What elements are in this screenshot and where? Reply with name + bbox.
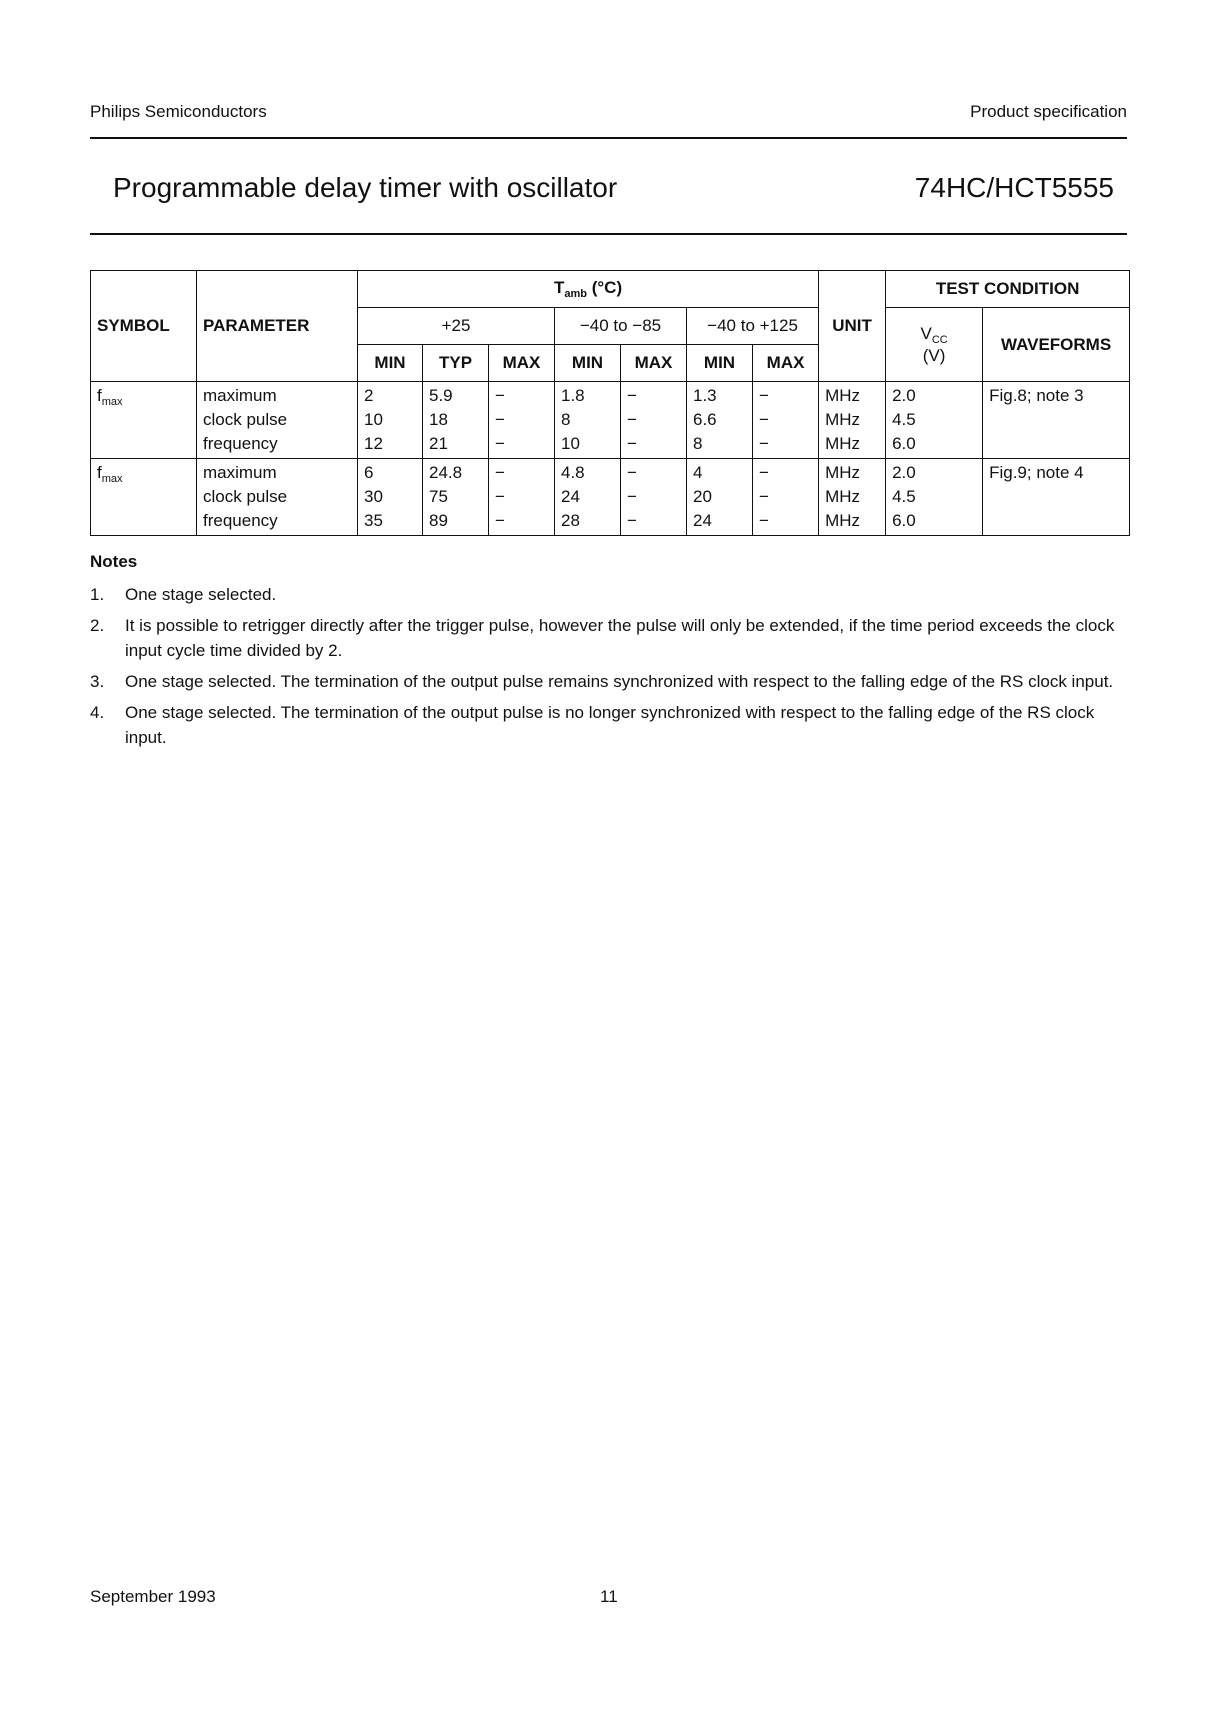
note-item: [90, 700, 1130, 750]
cell-value: 18: [429, 410, 448, 429]
vcc-header: [886, 308, 983, 382]
cell-max125: [753, 382, 819, 459]
col-min-25: MIN: [358, 345, 423, 382]
cell-value: 30: [364, 487, 383, 506]
cell-param: [197, 459, 358, 536]
cell-value: 8: [561, 410, 571, 429]
cell-value: 4: [693, 463, 703, 482]
vcc-sub: CC: [931, 333, 948, 346]
cell-value: −: [495, 487, 505, 506]
tamb-sub: amb: [564, 288, 587, 300]
cell-value: 28: [561, 511, 580, 530]
note-number: 4.: [90, 703, 105, 722]
cell-value: −: [495, 463, 505, 482]
cell-value: frequency: [203, 511, 278, 530]
cell-value: 20: [693, 487, 712, 506]
cell-value: 8: [693, 434, 703, 453]
cell-value: MHz: [825, 487, 861, 506]
footer-date: September 1993: [90, 1587, 216, 1606]
cell-value: MHz: [825, 434, 861, 453]
cell-value: clock pulse: [203, 487, 288, 506]
cell-min125: [687, 459, 753, 536]
cell-value: clock pulse: [203, 410, 288, 429]
cell-value: −: [759, 434, 769, 453]
cell-value: 5.9: [429, 386, 453, 405]
cell-max25: [489, 382, 555, 459]
cell-value: frequency: [203, 434, 278, 453]
cell-value: 4.5: [892, 410, 916, 429]
waveforms-header: WAVEFORMS: [983, 308, 1130, 382]
page-number: 11: [600, 1587, 618, 1606]
cell-value: −: [495, 511, 505, 530]
cell-value: 21: [429, 434, 448, 453]
cell-value: 4.5: [892, 487, 916, 506]
note-number: 2.: [90, 616, 105, 635]
note-number: 3.: [90, 672, 105, 691]
col-max-25: MAX: [489, 345, 555, 382]
cell-value: 24: [693, 511, 712, 530]
tamb-header: [358, 271, 819, 308]
cell-value: −: [759, 463, 769, 482]
cell-symbol: [91, 459, 197, 536]
cell-value: −: [759, 410, 769, 429]
company-name: Philips Semiconductors: [90, 102, 267, 121]
cell-value: 24: [561, 487, 580, 506]
note-text: One stage selected. The termination of the output pulse remains synchronized with respect to the falling edge of the RS clock input.: [125, 672, 1114, 691]
symbol-sub: max: [101, 473, 123, 485]
table-row: [91, 459, 1130, 536]
doc-type: Product specification: [970, 102, 1127, 121]
cell-max25: [489, 459, 555, 536]
test-condition-header: TEST CONDITION: [886, 271, 1130, 308]
cell-value: 24.8: [429, 463, 463, 482]
col-parameter: PARAMETER: [197, 271, 358, 382]
cell-min25: [358, 459, 423, 536]
cell-vcc: [886, 459, 983, 536]
tamb-unit: (°C): [586, 278, 623, 297]
cell-value: MHz: [825, 386, 861, 405]
note-text: One stage selected. The termination of the output pulse is no longer synchronized with respect to the falling edge of the RS clock input.: [125, 703, 1095, 747]
cell-value: 75: [429, 487, 448, 506]
col-unit: UNIT: [819, 271, 886, 382]
cell-min25: [358, 382, 423, 459]
cell-value: −: [759, 386, 769, 405]
cell-value: 89: [429, 511, 448, 530]
col-min-125: MIN: [687, 345, 753, 382]
note-item: [90, 613, 1130, 663]
note-text: One stage selected.: [125, 585, 277, 604]
cell-value: −: [759, 487, 769, 506]
cell-min85: [555, 459, 621, 536]
note-item: [90, 582, 1130, 607]
cell-value: 6: [364, 463, 374, 482]
cell-value: −: [495, 434, 505, 453]
cell-value: 6.0: [892, 511, 916, 530]
col-max-125: MAX: [753, 345, 819, 382]
note-text: It is possible to retrigger directly after the trigger pulse, however the pulse will only be extended, if the time period exceeds the clock input cycle time divided by 2.: [125, 616, 1115, 660]
header-rule: [90, 137, 1127, 139]
spec-table-body: [91, 382, 1130, 536]
cell-value: 4.8: [561, 463, 585, 482]
cell-value: 2: [364, 386, 374, 405]
cell-symbol: [91, 382, 197, 459]
cell-value: −: [627, 511, 637, 530]
notes-section: [90, 552, 1130, 756]
cell-value: −: [627, 386, 637, 405]
spec-table: [90, 270, 1130, 536]
title-rule: [90, 233, 1127, 235]
cell-value: 2.0: [892, 463, 916, 482]
page-title: Programmable delay timer with oscillator: [113, 172, 618, 203]
range-25: +25: [358, 308, 555, 345]
tamb-label: T: [553, 278, 565, 297]
cell-value: −: [495, 386, 505, 405]
cell-value: 1.3: [693, 386, 717, 405]
cell-value: 6.0: [892, 434, 916, 453]
symbol-sub: max: [101, 396, 123, 408]
cell-value: −: [627, 487, 637, 506]
cell-min85: [555, 382, 621, 459]
cell-max125: [753, 459, 819, 536]
note-item: [90, 669, 1130, 694]
cell-unit: [819, 459, 886, 536]
col-min-85: MIN: [555, 345, 621, 382]
cell-waveforms: Fig.9; note 4: [983, 459, 1130, 536]
cell-value: 2.0: [892, 386, 916, 405]
cell-value: 1.8: [561, 386, 585, 405]
vcc-unit: (V): [922, 345, 946, 365]
cell-typ25: [423, 459, 489, 536]
cell-value: 10: [561, 434, 580, 453]
cell-value: −: [627, 463, 637, 482]
col-typ-25: TYP: [423, 345, 489, 382]
cell-max85: [621, 382, 687, 459]
cell-value: 12: [364, 434, 383, 453]
cell-value: −: [759, 511, 769, 530]
cell-value: −: [627, 434, 637, 453]
vcc-label: V: [920, 323, 932, 343]
cell-value: 35: [364, 511, 383, 530]
note-number: 1.: [90, 585, 105, 604]
col-symbol: SYMBOL: [91, 271, 197, 382]
part-number: 74HC/HCT5555: [914, 172, 1114, 203]
cell-value: MHz: [825, 410, 861, 429]
symbol-text: f: [97, 386, 102, 405]
range-125: −40 to +125: [687, 308, 819, 345]
col-max-85: MAX: [621, 345, 687, 382]
cell-param: [197, 382, 358, 459]
cell-min125: [687, 382, 753, 459]
cell-value: 10: [364, 410, 383, 429]
cell-value: 6.6: [693, 410, 717, 429]
cell-vcc: [886, 382, 983, 459]
cell-typ25: [423, 382, 489, 459]
cell-value: −: [495, 410, 505, 429]
notes-list: [90, 582, 1130, 750]
cell-max85: [621, 459, 687, 536]
notes-heading: Notes: [90, 552, 138, 571]
cell-value: maximum: [203, 463, 277, 482]
cell-value: MHz: [825, 511, 861, 530]
cell-unit: [819, 382, 886, 459]
cell-value: maximum: [203, 386, 277, 405]
cell-value: MHz: [825, 463, 861, 482]
cell-value: −: [627, 410, 637, 429]
cell-waveforms: Fig.8; note 3: [983, 382, 1130, 459]
table-row: [91, 382, 1130, 459]
symbol-text: f: [97, 463, 102, 482]
range-85: −40 to −85: [555, 308, 687, 345]
